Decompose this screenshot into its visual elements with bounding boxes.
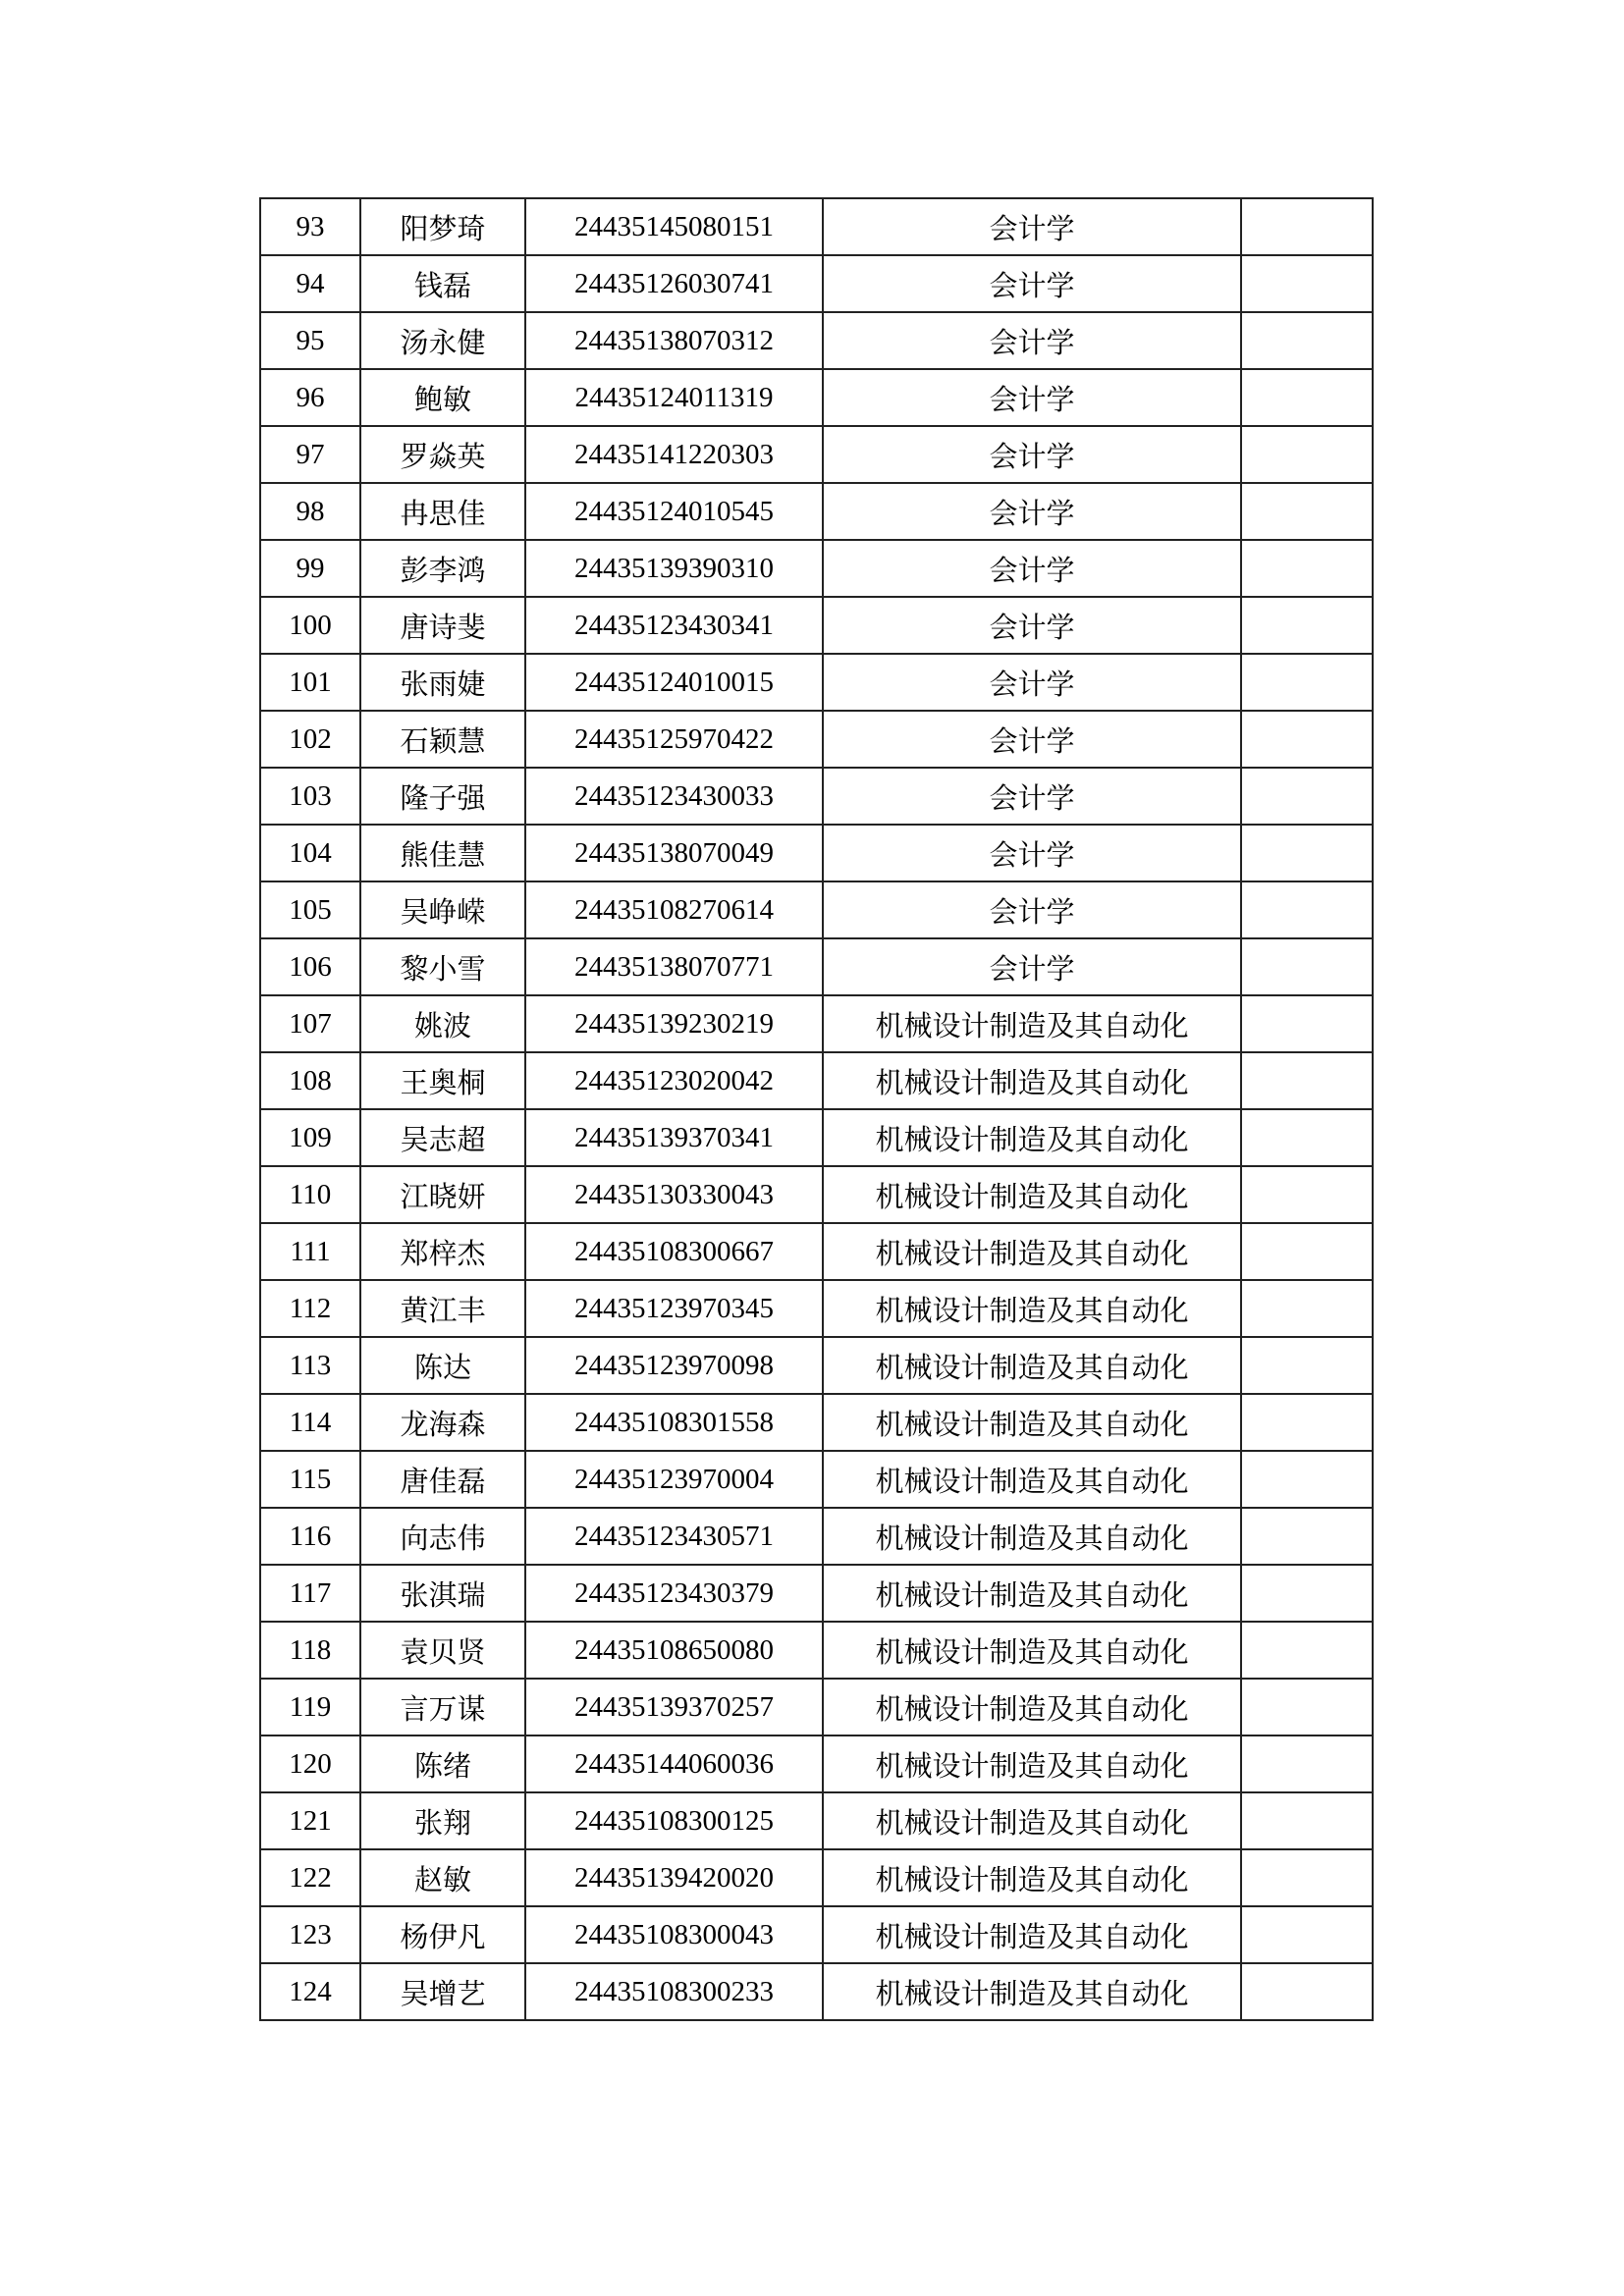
row-number-cell: 96 <box>260 369 360 426</box>
remark-cell <box>1241 1394 1373 1451</box>
student-id-cell: 24435108301558 <box>525 1394 823 1451</box>
table-row <box>260 198 1373 255</box>
student-id-cell: 24435130330043 <box>525 1166 823 1223</box>
table-body <box>260 198 1373 2020</box>
major-cell: 机械设计制造及其自动化 <box>823 1337 1241 1394</box>
student-id-cell: 24435124010545 <box>525 483 823 540</box>
student-id-cell: 24435139370341 <box>525 1109 823 1166</box>
major-cell: 机械设计制造及其自动化 <box>823 1451 1241 1508</box>
remark-cell <box>1241 483 1373 540</box>
table-row <box>260 1565 1373 1622</box>
major-cell: 机械设计制造及其自动化 <box>823 1052 1241 1109</box>
remark-cell <box>1241 1622 1373 1679</box>
row-number-cell: 95 <box>260 312 360 369</box>
remark-cell <box>1241 255 1373 312</box>
remark-cell <box>1241 768 1373 825</box>
student-name-cell: 隆子强 <box>360 768 525 825</box>
row-number-cell: 124 <box>260 1963 360 2020</box>
major-cell: 机械设计制造及其自动化 <box>823 1394 1241 1451</box>
student-name-cell: 阳梦琦 <box>360 198 525 255</box>
student-name-cell: 张雨婕 <box>360 654 525 711</box>
row-number-cell: 116 <box>260 1508 360 1565</box>
remark-cell <box>1241 1679 1373 1735</box>
row-number-cell: 109 <box>260 1109 360 1166</box>
student-id-cell: 24435123430571 <box>525 1508 823 1565</box>
student-id-cell: 24435141220303 <box>525 426 823 483</box>
major-cell: 机械设计制造及其自动化 <box>823 1109 1241 1166</box>
remark-cell <box>1241 1792 1373 1849</box>
student-name-cell: 彭李鸿 <box>360 540 525 597</box>
major-cell: 机械设计制造及其自动化 <box>823 1508 1241 1565</box>
row-number-cell: 99 <box>260 540 360 597</box>
student-id-cell: 24435123430379 <box>525 1565 823 1622</box>
major-cell: 会计学 <box>823 825 1241 881</box>
table-row <box>260 938 1373 995</box>
major-cell: 会计学 <box>823 369 1241 426</box>
table-row <box>260 483 1373 540</box>
remark-cell <box>1241 597 1373 654</box>
major-cell: 机械设计制造及其自动化 <box>823 1963 1241 2020</box>
row-number-cell: 119 <box>260 1679 360 1735</box>
student-id-cell: 24435108300125 <box>525 1792 823 1849</box>
major-cell: 机械设计制造及其自动化 <box>823 995 1241 1052</box>
remark-cell <box>1241 1280 1373 1337</box>
major-cell: 会计学 <box>823 483 1241 540</box>
major-cell: 机械设计制造及其自动化 <box>823 1280 1241 1337</box>
row-number-cell: 103 <box>260 768 360 825</box>
row-number-cell: 113 <box>260 1337 360 1394</box>
table-row <box>260 1963 1373 2020</box>
major-cell: 机械设计制造及其自动化 <box>823 1166 1241 1223</box>
remark-cell <box>1241 1337 1373 1394</box>
student-id-cell: 24435138070049 <box>525 825 823 881</box>
major-cell: 会计学 <box>823 255 1241 312</box>
table-row <box>260 1052 1373 1109</box>
remark-cell <box>1241 540 1373 597</box>
table-row <box>260 1622 1373 1679</box>
table-row <box>260 768 1373 825</box>
student-id-cell: 24435124010015 <box>525 654 823 711</box>
student-name-cell: 江晓妍 <box>360 1166 525 1223</box>
row-number-cell: 102 <box>260 711 360 768</box>
table-row <box>260 1166 1373 1223</box>
table-row <box>260 1849 1373 1906</box>
table-row <box>260 1792 1373 1849</box>
remark-cell <box>1241 938 1373 995</box>
row-number-cell: 101 <box>260 654 360 711</box>
student-id-cell: 24435123020042 <box>525 1052 823 1109</box>
student-id-cell: 24435139420020 <box>525 1849 823 1906</box>
student-name-cell: 唐诗斐 <box>360 597 525 654</box>
row-number-cell: 107 <box>260 995 360 1052</box>
row-number-cell: 115 <box>260 1451 360 1508</box>
remark-cell <box>1241 711 1373 768</box>
remark-cell <box>1241 995 1373 1052</box>
student-name-cell: 汤永健 <box>360 312 525 369</box>
student-name-cell: 张翔 <box>360 1792 525 1849</box>
table-row <box>260 881 1373 938</box>
student-name-cell: 赵敏 <box>360 1849 525 1906</box>
major-cell: 机械设计制造及其自动化 <box>823 1565 1241 1622</box>
remark-cell <box>1241 312 1373 369</box>
table-row <box>260 1109 1373 1166</box>
student-name-cell: 杨伊凡 <box>360 1906 525 1963</box>
student-id-cell: 24435123430033 <box>525 768 823 825</box>
student-name-cell: 袁贝贤 <box>360 1622 525 1679</box>
student-name-cell: 黄江丰 <box>360 1280 525 1337</box>
major-cell: 会计学 <box>823 711 1241 768</box>
row-number-cell: 114 <box>260 1394 360 1451</box>
student-name-cell: 黎小雪 <box>360 938 525 995</box>
remark-cell <box>1241 1052 1373 1109</box>
table-row <box>260 540 1373 597</box>
remark-cell <box>1241 369 1373 426</box>
student-name-cell: 罗焱英 <box>360 426 525 483</box>
student-id-cell: 24435108300667 <box>525 1223 823 1280</box>
major-cell: 机械设计制造及其自动化 <box>823 1622 1241 1679</box>
row-number-cell: 123 <box>260 1906 360 1963</box>
student-name-cell: 石颖慧 <box>360 711 525 768</box>
row-number-cell: 93 <box>260 198 360 255</box>
student-name-cell: 向志伟 <box>360 1508 525 1565</box>
major-cell: 机械设计制造及其自动化 <box>823 1223 1241 1280</box>
table-row <box>260 255 1373 312</box>
table-row <box>260 1906 1373 1963</box>
table-row <box>260 1337 1373 1394</box>
major-cell: 会计学 <box>823 426 1241 483</box>
student-name-cell: 熊佳慧 <box>360 825 525 881</box>
table-row <box>260 369 1373 426</box>
student-id-cell: 24435123970345 <box>525 1280 823 1337</box>
student-name-cell: 钱磊 <box>360 255 525 312</box>
table-row <box>260 711 1373 768</box>
student-name-cell: 郑梓杰 <box>360 1223 525 1280</box>
row-number-cell: 104 <box>260 825 360 881</box>
remark-cell <box>1241 1735 1373 1792</box>
student-id-cell: 24435126030741 <box>525 255 823 312</box>
table-row <box>260 825 1373 881</box>
student-name-cell: 鲍敏 <box>360 369 525 426</box>
student-id-cell: 24435124011319 <box>525 369 823 426</box>
student-name-cell: 姚波 <box>360 995 525 1052</box>
student-name-cell: 吴峥嵘 <box>360 881 525 938</box>
row-number-cell: 120 <box>260 1735 360 1792</box>
row-number-cell: 112 <box>260 1280 360 1337</box>
student-id-cell: 24435125970422 <box>525 711 823 768</box>
remark-cell <box>1241 1166 1373 1223</box>
row-number-cell: 122 <box>260 1849 360 1906</box>
remark-cell <box>1241 1963 1373 2020</box>
major-cell: 会计学 <box>823 597 1241 654</box>
table-row <box>260 426 1373 483</box>
remark-cell <box>1241 1906 1373 1963</box>
table-row <box>260 995 1373 1052</box>
table-row <box>260 1451 1373 1508</box>
remark-cell <box>1241 825 1373 881</box>
major-cell: 机械设计制造及其自动化 <box>823 1679 1241 1735</box>
student-name-cell: 冉思佳 <box>360 483 525 540</box>
major-cell: 机械设计制造及其自动化 <box>823 1849 1241 1906</box>
student-name-cell: 吴志超 <box>360 1109 525 1166</box>
table-row <box>260 1394 1373 1451</box>
remark-cell <box>1241 1451 1373 1508</box>
student-name-cell: 龙海森 <box>360 1394 525 1451</box>
major-cell: 会计学 <box>823 938 1241 995</box>
major-cell: 会计学 <box>823 540 1241 597</box>
student-name-cell: 陈绪 <box>360 1735 525 1792</box>
row-number-cell: 106 <box>260 938 360 995</box>
student-id-cell: 24435138070312 <box>525 312 823 369</box>
student-id-cell: 24435145080151 <box>525 198 823 255</box>
major-cell: 机械设计制造及其自动化 <box>823 1792 1241 1849</box>
major-cell: 会计学 <box>823 768 1241 825</box>
row-number-cell: 97 <box>260 426 360 483</box>
student-id-cell: 24435144060036 <box>525 1735 823 1792</box>
remark-cell <box>1241 654 1373 711</box>
major-cell: 会计学 <box>823 654 1241 711</box>
student-id-cell: 24435139370257 <box>525 1679 823 1735</box>
row-number-cell: 117 <box>260 1565 360 1622</box>
row-number-cell: 110 <box>260 1166 360 1223</box>
remark-cell <box>1241 426 1373 483</box>
major-cell: 会计学 <box>823 881 1241 938</box>
row-number-cell: 121 <box>260 1792 360 1849</box>
student-name-cell: 张淇瑞 <box>360 1565 525 1622</box>
remark-cell <box>1241 1565 1373 1622</box>
student-id-cell: 24435108300233 <box>525 1963 823 2020</box>
row-number-cell: 100 <box>260 597 360 654</box>
table-row <box>260 1280 1373 1337</box>
row-number-cell: 111 <box>260 1223 360 1280</box>
student-id-cell: 24435123430341 <box>525 597 823 654</box>
student-id-cell: 24435123970004 <box>525 1451 823 1508</box>
remark-cell <box>1241 198 1373 255</box>
row-number-cell: 94 <box>260 255 360 312</box>
row-number-cell: 98 <box>260 483 360 540</box>
table-row <box>260 1223 1373 1280</box>
table-row <box>260 597 1373 654</box>
student-id-cell: 24435123970098 <box>525 1337 823 1394</box>
table-row <box>260 312 1373 369</box>
student-id-cell: 24435108300043 <box>525 1906 823 1963</box>
student-id-cell: 24435139390310 <box>525 540 823 597</box>
student-name-cell: 唐佳磊 <box>360 1451 525 1508</box>
remark-cell <box>1241 881 1373 938</box>
student-id-cell: 24435108270614 <box>525 881 823 938</box>
student-name-cell: 王奥桐 <box>360 1052 525 1109</box>
student-name-cell: 吴增艺 <box>360 1963 525 2020</box>
row-number-cell: 118 <box>260 1622 360 1679</box>
table-row <box>260 654 1373 711</box>
major-cell: 机械设计制造及其自动化 <box>823 1735 1241 1792</box>
major-cell: 机械设计制造及其自动化 <box>823 1906 1241 1963</box>
table-row <box>260 1735 1373 1792</box>
student-id-cell: 24435138070771 <box>525 938 823 995</box>
student-list-table <box>259 197 1374 2021</box>
student-id-cell: 24435139230219 <box>525 995 823 1052</box>
row-number-cell: 105 <box>260 881 360 938</box>
remark-cell <box>1241 1508 1373 1565</box>
table-row <box>260 1679 1373 1735</box>
remark-cell <box>1241 1223 1373 1280</box>
major-cell: 会计学 <box>823 312 1241 369</box>
remark-cell <box>1241 1849 1373 1906</box>
student-name-cell: 陈达 <box>360 1337 525 1394</box>
row-number-cell: 108 <box>260 1052 360 1109</box>
major-cell: 会计学 <box>823 198 1241 255</box>
student-id-cell: 24435108650080 <box>525 1622 823 1679</box>
remark-cell <box>1241 1109 1373 1166</box>
student-name-cell: 言万谋 <box>360 1679 525 1735</box>
table-row <box>260 1508 1373 1565</box>
